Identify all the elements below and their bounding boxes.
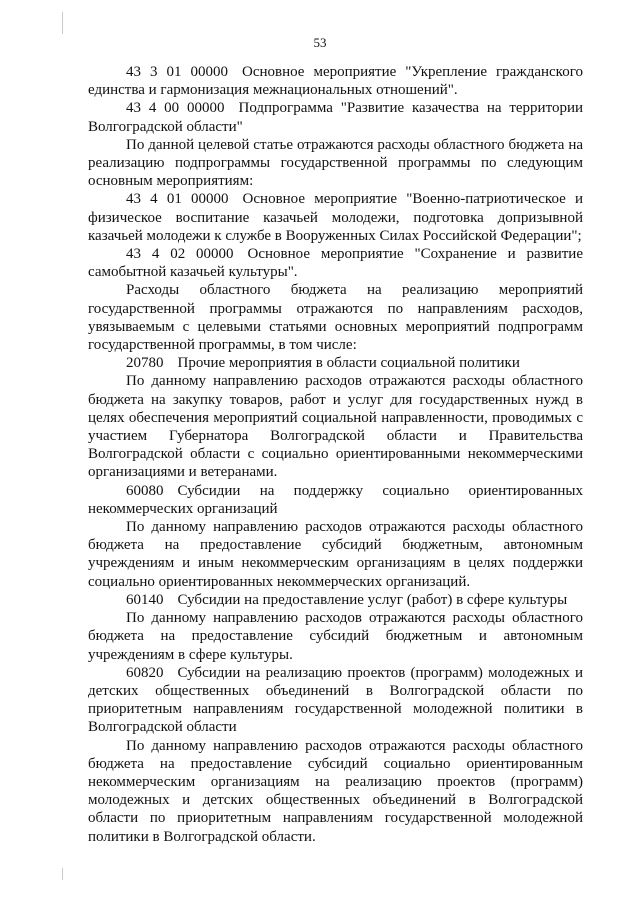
budget-code: 60080 bbox=[126, 482, 164, 499]
paragraph bbox=[88, 99, 583, 135]
paragraph-text: Основное мероприятие "Военно-патриотическое и физическое воспитание казачьей молодежи, подготовка допризывной казачьей молодежи к службе в Вооруженных Силах Российской Федерации"; bbox=[88, 191, 583, 244]
paragraph-text: Прочие мероприятия в области социальной политики bbox=[177, 355, 520, 372]
paragraph bbox=[88, 518, 583, 591]
paragraph-text: По данному направлению расходов отражаются расходы областного бюджета на предоставление субсидий социально ориентированным некоммерческим организациям на реализацию проектов (программ) молодежных и детских общественных объединений в Волгоградской области по приоритетным направлениям государственной молодежной политики в Волгоградской области. bbox=[88, 737, 583, 845]
paragraph bbox=[88, 245, 583, 281]
paragraph bbox=[88, 190, 583, 245]
paragraph-text: По данному направлению расходов отражаются расходы областного бюджета на предоставление субсидий бюджетным, автономным учреждениям и иным некоммерческим организациям в целях поддержки социально ориентированных некоммерческих организаций. bbox=[88, 519, 583, 590]
budget-code: 43 4 02 00000 bbox=[126, 246, 234, 263]
paragraph bbox=[88, 482, 583, 518]
paragraph bbox=[88, 664, 583, 737]
paragraph bbox=[88, 281, 583, 354]
budget-code: 60140 bbox=[126, 591, 164, 608]
paragraph bbox=[88, 354, 583, 372]
paragraph-text: По данному направлению расходов отражаются расходы областного бюджета на закупку товаров, работ и услуг для государственных нужд в целях обеспечения мероприятий социальной направленности, проводимых с участием Губернатора Волгоградской области и Правительства Волгоградской области с социально ориентированными некоммерческими организациями и ветеранами. bbox=[88, 373, 583, 481]
budget-code: 43 3 01 00000 bbox=[126, 64, 228, 80]
paragraph-text: По данной целевой статье отражаются расходы областного бюджета на реализацию подпрограммы государственной программы по следующим основным мероприятиям: bbox=[88, 136, 583, 190]
paragraph-text: Субсидии на предоставление услуг (работ) в сфере культуры bbox=[177, 591, 568, 608]
scan-edge-mark bbox=[62, 868, 63, 880]
paragraph-text: Подпрограмма "Развитие казачества на территории Волгоградской области" bbox=[88, 100, 583, 135]
paragraph bbox=[88, 63, 583, 99]
budget-code: 20780 bbox=[126, 355, 164, 372]
document-body bbox=[88, 63, 583, 846]
paragraph-text: Расходы областного бюджета на реализацию мероприятий государственной программы отражаются по направлениям расходов, увязываемым с целевыми статьями основных мероприятий подпрограмм государственной программы, в том числе: bbox=[88, 282, 583, 354]
scan-edge-mark bbox=[62, 12, 63, 34]
paragraph bbox=[88, 372, 583, 481]
paragraph-text: Субсидии на реализацию проектов (программ) молодежных и детских общественных объединений в Волгоградской области по приоритетным направлениям государственной молодежной политики в Волгоградской области bbox=[88, 664, 583, 736]
budget-code: 43 4 01 00000 bbox=[126, 191, 229, 208]
budget-code: 43 4 00 00000 bbox=[126, 100, 225, 117]
paragraph-text: Основное мероприятие "Укрепление гражданского единства и гармонизация межнациональных отношений". bbox=[88, 64, 583, 99]
page-number: 53 bbox=[313, 35, 327, 50]
paragraph-text: Субсидии на поддержку социально ориентированных некоммерческих организаций bbox=[88, 482, 583, 517]
paragraph-text: По данному направлению расходов отражаются расходы областного бюджета на предоставление субсидий бюджетным и автономным учреждениям в сфере культуры. bbox=[88, 610, 583, 663]
paragraph bbox=[88, 591, 583, 609]
paragraph bbox=[88, 737, 583, 846]
paragraph bbox=[88, 136, 583, 191]
paragraph bbox=[88, 609, 583, 664]
budget-code: 60820 bbox=[126, 664, 164, 681]
paragraph-text: Основное мероприятие "Сохранение и развитие самобытной казачьей культуры". bbox=[88, 246, 583, 281]
